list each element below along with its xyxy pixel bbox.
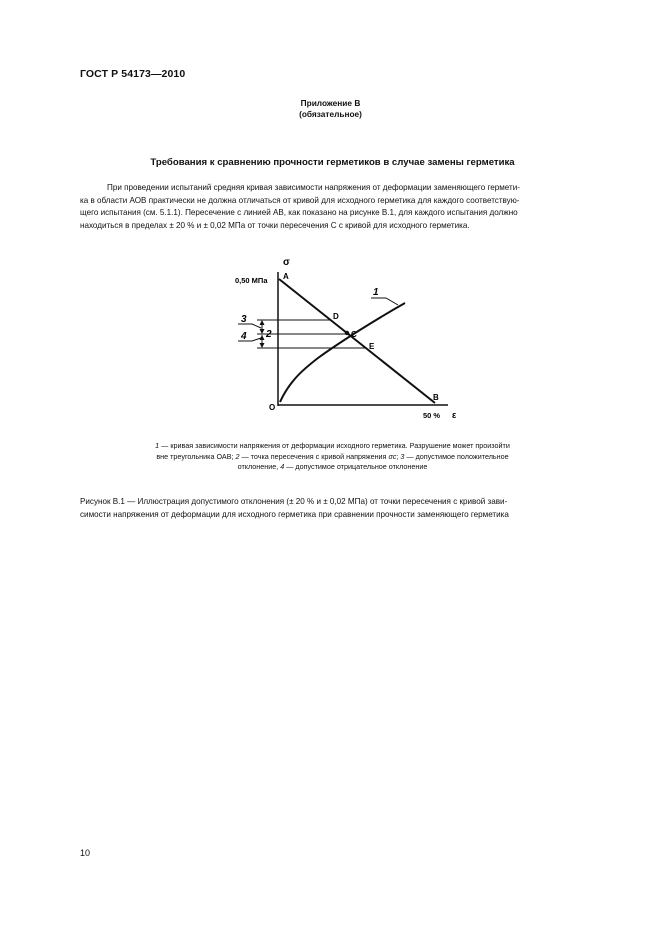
point-c-label: C xyxy=(351,330,357,339)
y-value-label: 0,50 МПа xyxy=(235,276,268,285)
section-title: Требования к сравнению прочности герметиков в случае замены герметика xyxy=(150,157,515,168)
callout-2-label: 2 xyxy=(266,329,272,340)
legend-text: — кривая зависимости напряжения от деформации исходного герметика. Разрушение может произойти xyxy=(159,441,510,450)
paragraph-line: щего испытания (см. 5.1.1). Пересечение с линией АВ, как показано на рисунке В.1, для каждого испытания должно xyxy=(80,208,518,218)
legend-number: 2 xyxy=(235,451,240,461)
legend-number: 1 xyxy=(155,441,160,450)
figure-caption xyxy=(80,496,585,521)
arrow-up-2 xyxy=(260,335,265,340)
legend-text: — допустимое отрицательное отклонение xyxy=(284,462,428,472)
curve-1-leader xyxy=(371,298,398,305)
figure-diagram xyxy=(0,0,661,440)
callout-4-label: 4 xyxy=(241,331,247,342)
legend-text: — точка пересечения с кривой напряжения xyxy=(239,451,389,461)
point-o-label: O xyxy=(269,403,276,412)
legend-text: — допустимое положительное xyxy=(404,451,509,461)
line-ab xyxy=(279,279,435,403)
legend-line-2 xyxy=(80,452,585,463)
paragraph-line: При проведении испытаний средняя кривая зависимости напряжения от деформации заменяющего гермети- xyxy=(107,183,520,192)
document-header: ГОСТ Р 54173—2010 xyxy=(80,68,186,80)
point-e-label: E xyxy=(369,342,375,351)
arrow-up-1 xyxy=(260,320,265,325)
legend-text: вне треугольника ОАВ; xyxy=(156,451,236,461)
paragraph-line: ка в области АОВ практически не должна отличаться от кривой для исходного герметика для каждого соответствую- xyxy=(80,195,520,205)
legend-number: 3 xyxy=(400,451,405,461)
annex-title: Приложение В xyxy=(300,98,361,108)
callout-1-label: 1 xyxy=(373,287,379,298)
x-value-label: 50 % xyxy=(423,411,441,420)
legend-line-3 xyxy=(80,462,585,473)
paragraph-line: находиться в пределах ± 20 % и ± 0,02 МПа от точки пересечения С с кривой для исходного герметика. xyxy=(80,220,470,230)
caption-line: симости напряжения от деформации для исходного герметика при сравнении прочности заменяющего герметика xyxy=(80,509,509,519)
point-c-marker xyxy=(345,331,349,335)
legend-line-1 xyxy=(80,441,585,452)
legend-sigma: σс xyxy=(388,451,397,461)
point-d-label: D xyxy=(333,312,339,321)
axis-x-label: ε xyxy=(452,410,457,420)
legend-text: ; xyxy=(396,451,401,461)
arrow-down-2 xyxy=(260,343,265,348)
page-number: 10 xyxy=(80,848,91,858)
arrow-down-1 xyxy=(260,329,265,334)
figure-legend xyxy=(80,441,585,473)
callout-3-label: 3 xyxy=(241,314,247,325)
point-a-label: A xyxy=(283,272,289,281)
point-b-label: B xyxy=(433,393,439,402)
caption-line: Рисунок В.1 — Иллюстрация допустимого отклонения (± 20 % и ± 0,02 МПа) от точки пересечения с кривой зави- xyxy=(80,497,508,506)
curve-1 xyxy=(280,303,405,402)
legend-text: отклонение, xyxy=(237,462,281,472)
legend-number: 4 xyxy=(280,462,285,472)
annex-status: (обязательное) xyxy=(299,109,362,119)
axis-y-label: σ xyxy=(283,257,290,268)
